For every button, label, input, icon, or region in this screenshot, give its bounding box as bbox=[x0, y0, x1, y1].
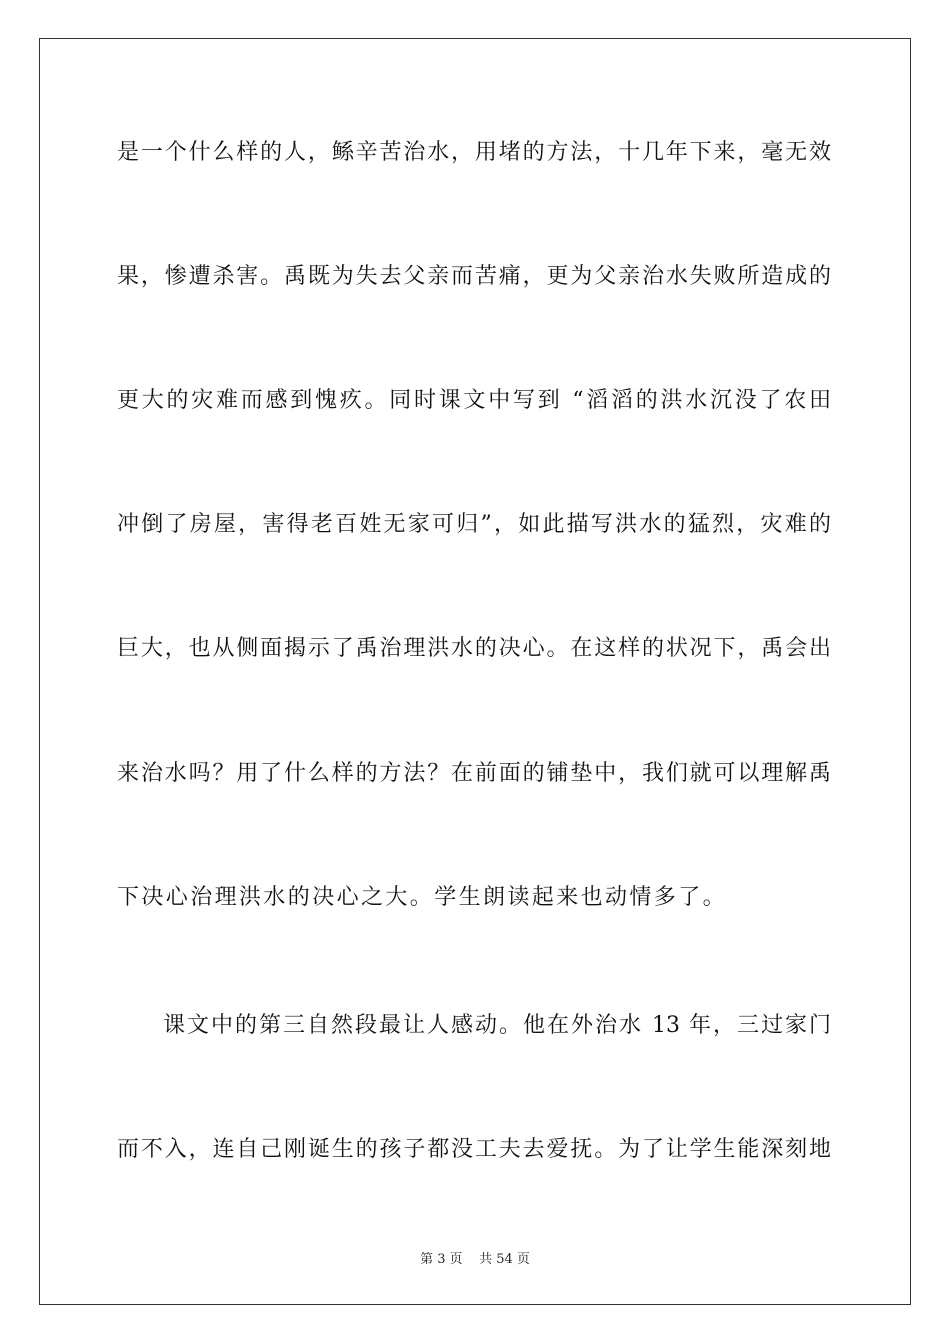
paragraph-first-line: 课文中的第三自然段最让人感动。他在外治水 13 年，三过家门 bbox=[163, 1013, 831, 1038]
body-text-line: 更大的灾难而感到愧疚。同时课文中写到 “滔滔的洪水沉没了农田 bbox=[117, 388, 831, 413]
page-number-footer: 第 3 页 共 54 页 bbox=[420, 1252, 530, 1267]
page-border bbox=[39, 38, 911, 1305]
body-text-line: 果，惨遭杀害。禹既为失去父亲而苦痛，更为父亲治水失败所造成的 bbox=[117, 264, 831, 289]
paragraph-last-line: 下决心治理洪水的决心之大。学生朗读起来也动情多了。 bbox=[117, 885, 728, 910]
body-text-line: 巨大，也从侧面揭示了禹治理洪水的决心。在这样的状况下，禹会出 bbox=[117, 636, 831, 661]
body-text-line: 冲倒了房屋，害得老百姓无家可归”，如此描写洪水的猛烈，灾难的 bbox=[117, 512, 831, 537]
body-text-line: 是一个什么样的人，鲧辛苦治水，用堵的方法，十几年下来，毫无效 bbox=[117, 140, 831, 165]
body-text-line: 来治水吗？用了什么样的方法？在前面的铺垫中，我们就可以理解禹 bbox=[117, 761, 831, 786]
body-text-line: 而不入，连自己刚诞生的孩子都没工夫去爱抚。为了让学生能深刻地 bbox=[117, 1137, 831, 1162]
